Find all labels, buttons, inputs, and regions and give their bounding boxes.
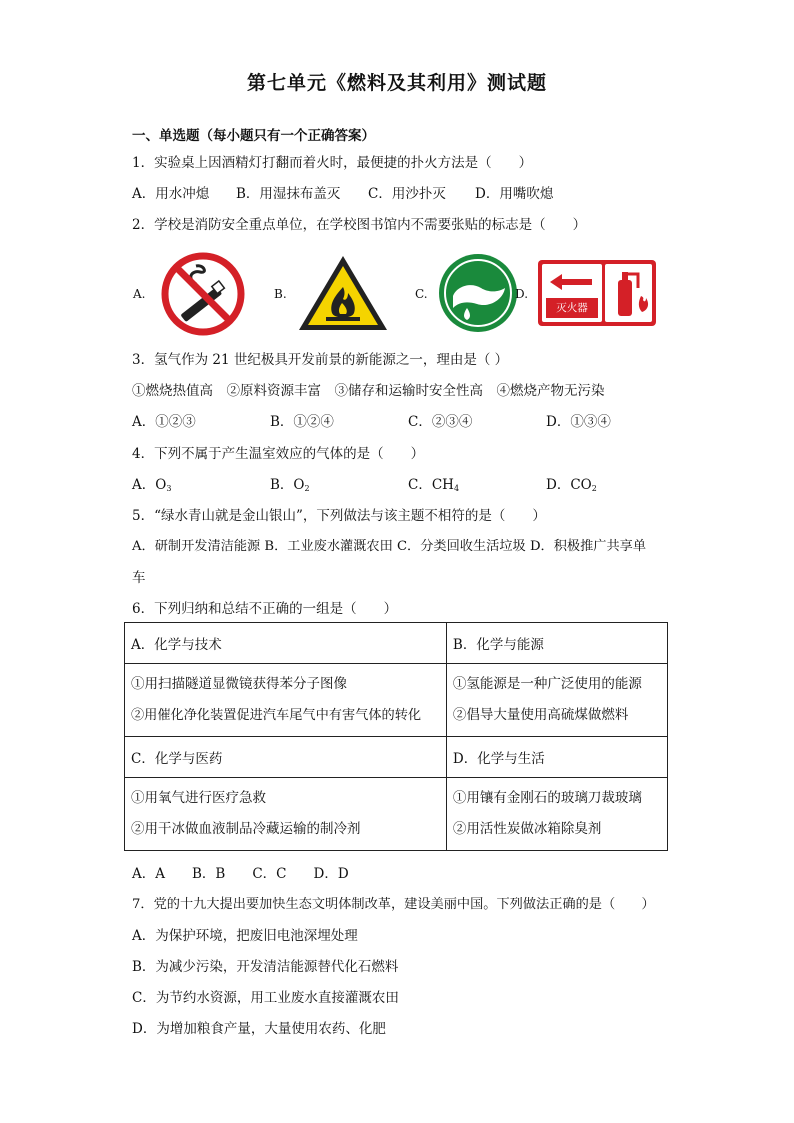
q1-option-d: D．用嘴吹熄	[475, 186, 554, 202]
q6-table	[124, 622, 668, 851]
q4-option-c: C．$CH_4$	[408, 477, 460, 493]
q2-label-c: C.	[415, 287, 428, 301]
q5-options-line-2: 车	[132, 570, 146, 586]
q5-options-line-1: A．研制开发清洁能源 B．工业废水灌溉农田 C．分类回收生活垃圾 D．积极推广共享单	[132, 539, 647, 554]
q1-option-a: A．用水冲熄	[132, 186, 210, 202]
fire-extinguisher-label: 灭火器	[556, 302, 588, 314]
table-line: ②用活性炭做冰箱除臭剂	[452, 821, 602, 837]
q7-option-c: C．为节约水资源，用工业废水直接灌溉农田	[132, 990, 399, 1006]
q3-option-d: D．①③④	[546, 414, 611, 430]
question-6-stem: 6．下列归纳和总结不正确的一组是（ ）	[132, 601, 398, 617]
q1-option-b: B．用湿抹布盖灭	[236, 186, 341, 202]
q7-option-b: B．为减少污染，开发清洁能源替代化石燃料	[132, 959, 399, 975]
table-cell-d-head: D．化学与生活	[446, 737, 667, 778]
table-cell-b-body	[446, 664, 667, 737]
page-title: 第七单元《燃料及其利用》测试题	[246, 72, 547, 94]
q4-option-d: D．$CO_2$	[546, 477, 597, 493]
table-line: ②倡导大量使用高硫煤做燃料	[452, 707, 629, 723]
question-5-stem: 5．“绿水青山就是金山银山”，下列做法与该主题不相符的是（ ）	[132, 508, 546, 524]
section-heading: 一、单选题（每小题只有一个正确答案）	[132, 128, 375, 144]
table-line: ①用镶有金刚石的玻璃刀裁玻璃	[452, 790, 642, 806]
table-cell-b-head: B．化学与能源	[446, 623, 667, 664]
question-3-stem: 3．氢气作为 21 世纪极具开发前景的新能源之一，理由是（ ）	[132, 352, 509, 368]
table-cell-d-body	[446, 778, 667, 851]
fire-extinguisher-sign-icon	[538, 260, 656, 326]
q4-option-a: A．$O_3$	[132, 477, 172, 493]
q6-answer-options: A．A B．B C．C D．D	[132, 866, 349, 882]
question-4-stem: 4．下列不属于产生温室效应的气体的是（ ）	[132, 446, 425, 462]
question-1-stem: 1．实验桌上因酒精灯打翻而着火时，最便捷的扑火方法是（ ）	[132, 155, 533, 171]
q2-label-b: B.	[274, 287, 287, 301]
flammable-warning-sign-icon	[296, 253, 390, 333]
table-line: ②用干冰做血液制品冷藏运输的制冷剂	[131, 821, 361, 837]
water-saving-sign-icon	[437, 252, 519, 334]
table-line: ②用催化净化装置促进汽车尾气中有害气体的转化	[131, 708, 422, 723]
q3-reasons: ①燃烧热值高 ②原料资源丰富 ③储存和运输时安全性高 ④燃烧产物无污染	[132, 383, 605, 399]
q3-option-b: B．①②④	[270, 414, 334, 430]
q7-option-a: A．为保护环境，把废旧电池深埋处理	[132, 928, 358, 944]
q4-option-b: B．$O_2$	[270, 477, 310, 493]
table-cell-c-body	[125, 778, 447, 851]
q7-option-d: D．为增加粮食产量，大量使用农药、化肥	[132, 1021, 386, 1037]
table-cell-a-head: A．化学与技术	[125, 623, 447, 664]
question-2-stem: 2．学校是消防安全重点单位，在学校图书馆内不需要张贴的标志是（ ）	[132, 217, 587, 233]
q2-label-d: D.	[515, 287, 529, 301]
table-line: ①氢能源是一种广泛使用的能源	[452, 676, 642, 692]
table-cell-a-body	[125, 664, 447, 737]
q1-option-c: C．用沙扑灭	[368, 186, 446, 202]
q3-option-a: A．①②③	[132, 414, 196, 430]
no-smoking-sign-icon	[156, 250, 250, 338]
table-line: ①用氧气进行医疗急救	[131, 790, 266, 806]
question-7-stem: 7．党的十九大提出要加快生态文明体制改革，建设美丽中国。下列做法正确的是（ ）	[132, 897, 655, 912]
table-cell-c-head: C．化学与医药	[125, 737, 447, 778]
table-line: ①用扫描隧道显微镜获得苯分子图像	[131, 676, 347, 692]
q3-option-c: C．②③④	[408, 414, 473, 430]
q2-label-a: A.	[133, 287, 146, 301]
